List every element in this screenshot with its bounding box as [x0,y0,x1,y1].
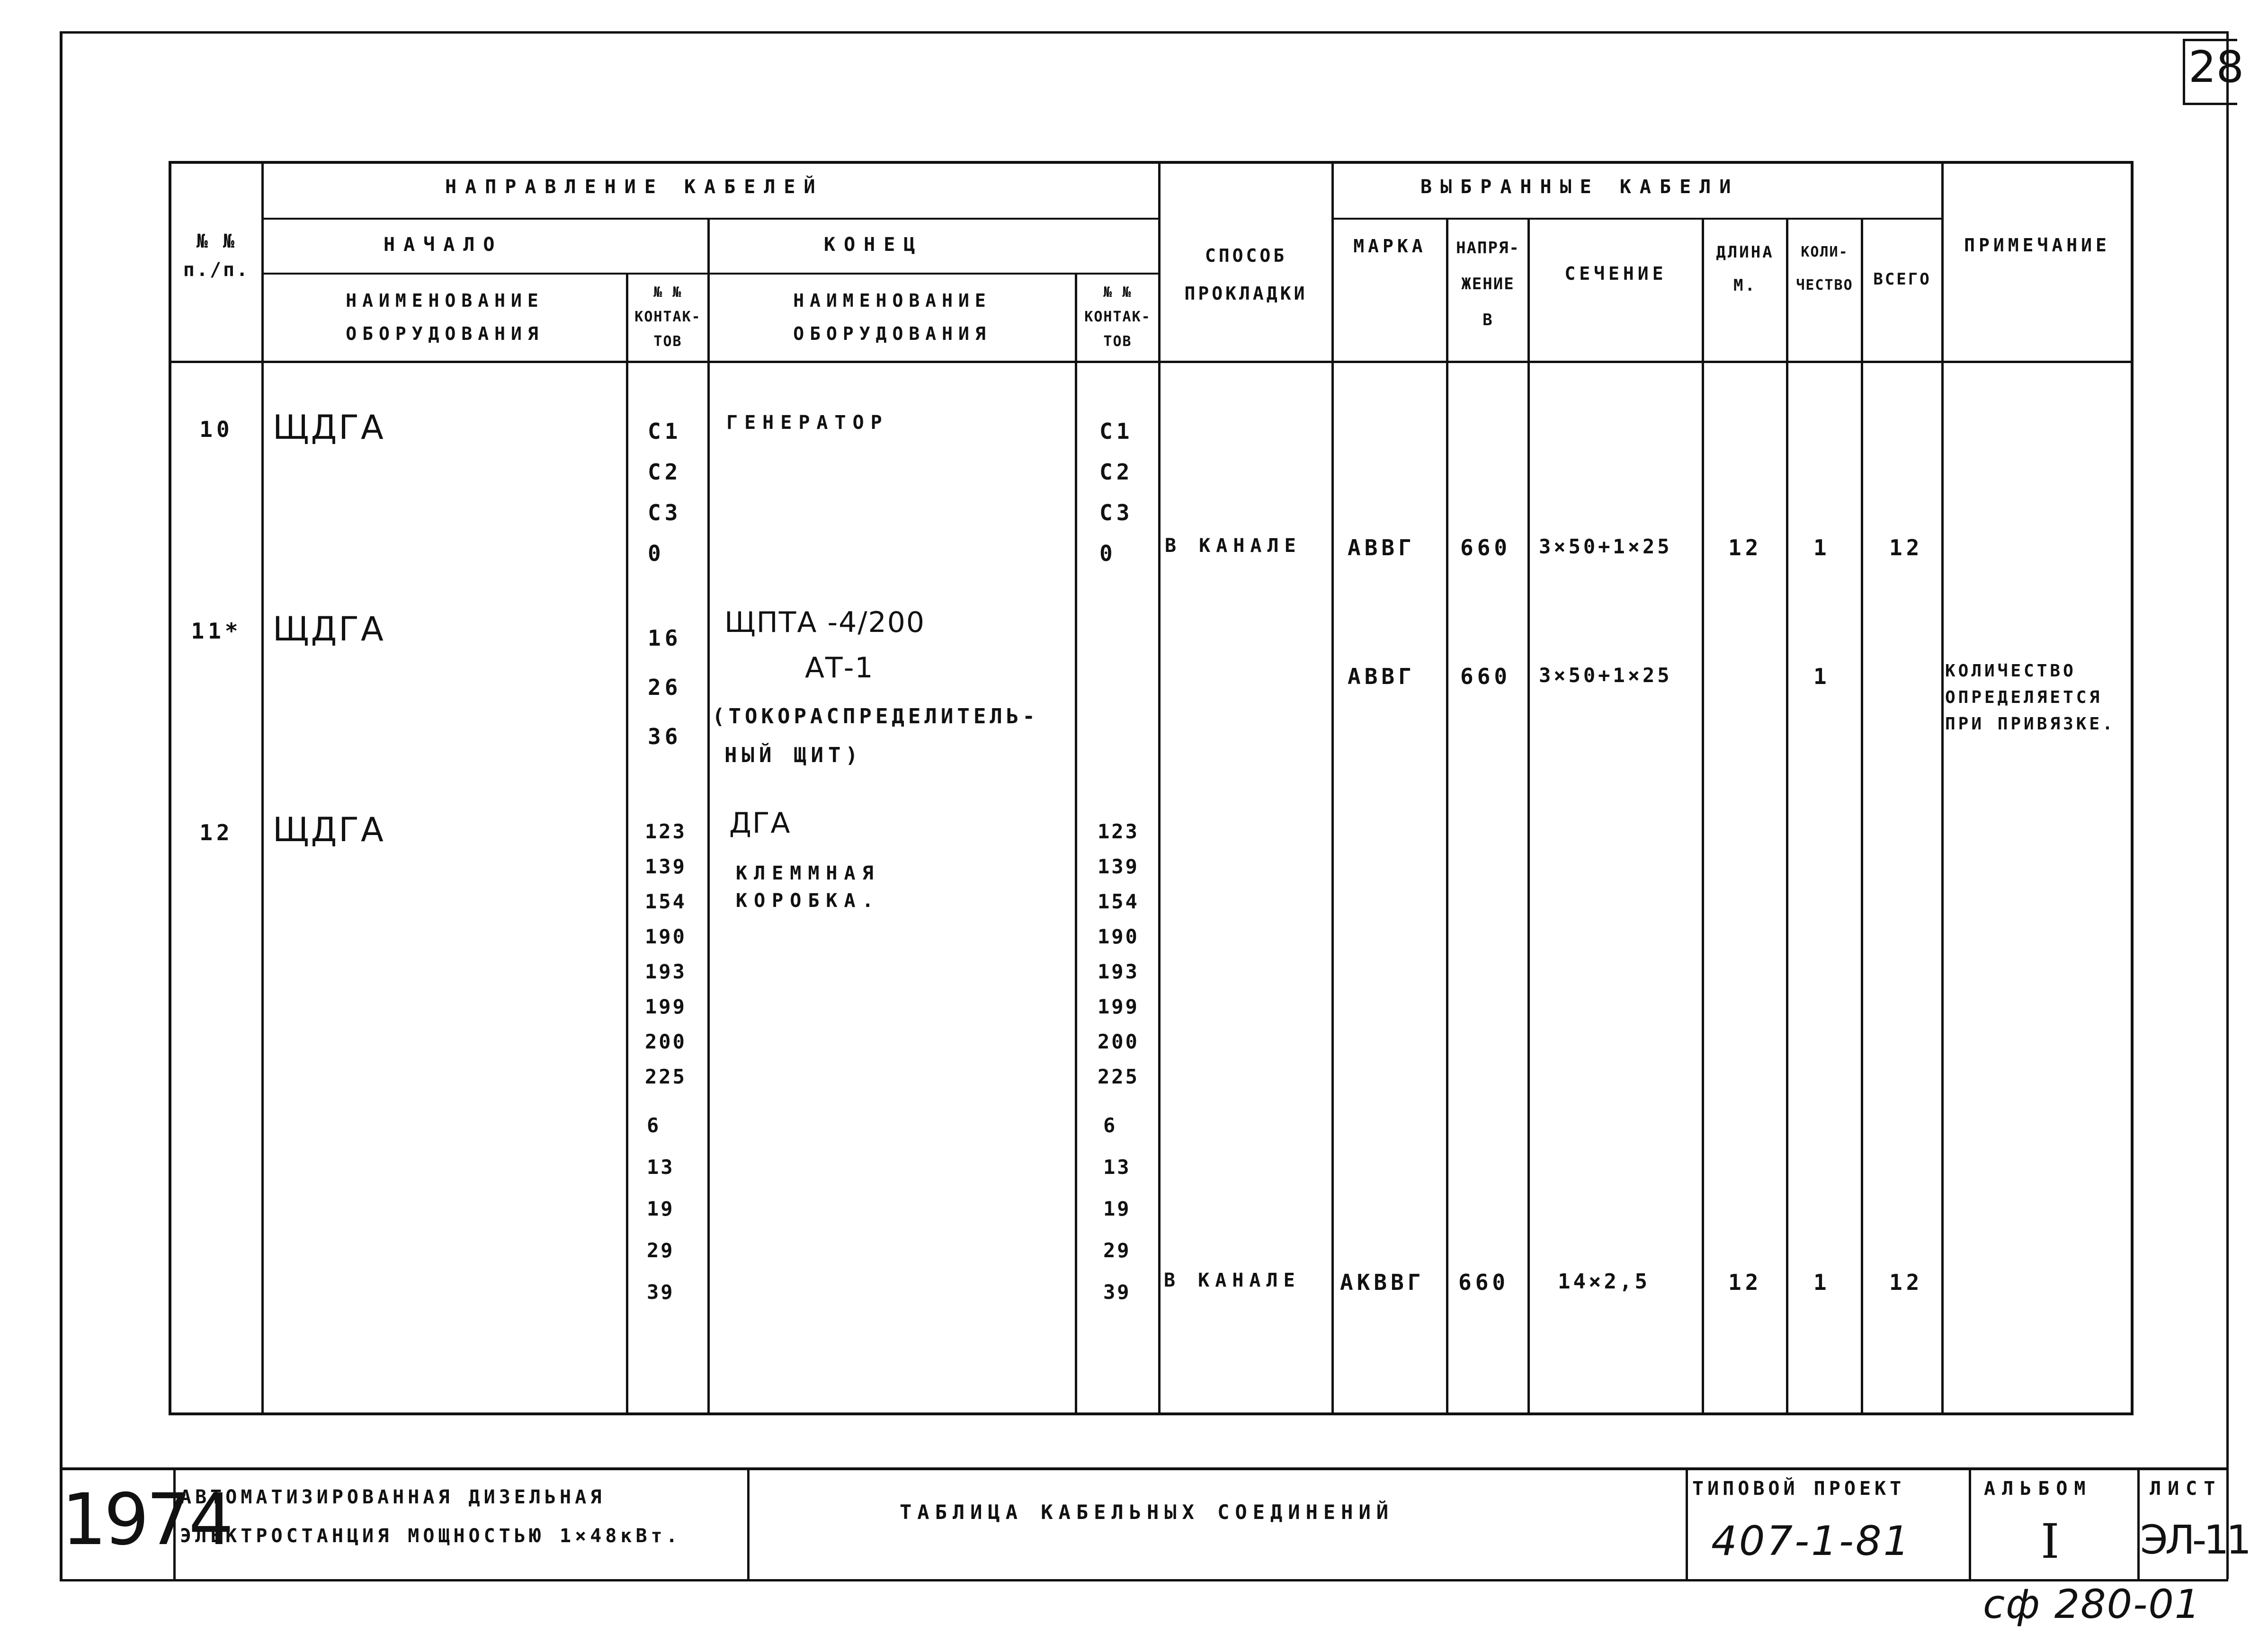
row11-end-equipment-3: (ТОКОРАСПРЕДЕЛИТЕЛЬ- [712,704,1039,728]
titleblock-album-value: I [2041,1514,2064,1569]
row12-length: 12 [1728,1270,1762,1295]
archive-code: сф 280-01 [1983,1581,2201,1627]
row12-section: 14×2,5 [1558,1270,1650,1294]
header-equipment-end: НАИМЕНОВАНИЕ ОБОРУДОВАНИЯ [793,290,991,344]
titleblock-album-label: АЛЬБОМ [1984,1478,2092,1500]
header-note: ПРИМЕЧАНИЕ [1964,235,2110,256]
header-line-cables [1331,218,1943,220]
col-line-8 [1527,219,1530,1415]
row11-brand: АВВГ [1348,664,1415,689]
row12-end-equipment-2: КЛЕММНАЯ КОРОБКА. [736,862,880,912]
frame-right [2226,31,2229,1579]
row11-count: 1 [1813,664,1830,689]
titleblock-project-number: 407-1-81 [1711,1518,1911,1565]
col-line-6 [1331,161,1334,1415]
col-line-3 [707,219,710,1415]
header-selected-cables: ВЫБРАННЫЕ КАБЕЛИ [1420,176,1740,198]
row11-voltage: 660 [1460,664,1511,689]
row12-start-contacts-b: 6 13 19 29 39 [647,1114,675,1304]
row11-num: 11* [191,618,242,644]
row12-end-contacts-a: 123 139 154 190 193 199 200 225 [1098,820,1139,1088]
row11-start-contacts: 16 26 36 [648,625,682,749]
titleblock-top [60,1467,2228,1470]
row12-count: 1 [1813,1270,1830,1295]
titleblock-year: 1974 [62,1479,231,1561]
row10-length: 12 [1728,535,1762,560]
row12-voltage: 660 [1458,1270,1509,1295]
row12-end-equipment-1: ДГА [729,807,791,840]
table-bottom [169,1412,2134,1415]
header-voltage: НАПРЯ- ЖЕНИЕ В [1456,239,1520,329]
row12-start-equipment: ЩДГА [273,810,385,849]
row10-end-contacts: С1 С2 С3 0 [1099,418,1134,566]
row10-start-contacts: С1 С2 С3 0 [648,418,682,566]
titleblock-sheet-label: ЛИСТ [2150,1478,2222,1500]
col-line-10 [1786,219,1788,1415]
row11-start-equipment: ЩДГА [273,610,385,648]
row12-start-contacts-a: 123 139 154 190 193 199 200 225 [645,820,687,1088]
header-num-col: № № п./п. [183,231,250,281]
row10-brand: АВВГ [1348,535,1415,560]
tb-div-5 [2137,1467,2140,1581]
header-contacts-start: № № КОНТАК- ТОВ [634,284,701,350]
row10-count: 1 [1813,535,1830,560]
row10-end-equipment: ГЕНЕРАТОР [726,412,889,434]
header-line-direction [261,218,1160,220]
header-line-subcols [261,273,1160,275]
row11-end-equipment-2: АТ-1 [805,651,874,684]
header-contacts-end: № № КОНТАК- ТОВ [1084,284,1151,350]
header-equipment-start: НАИМЕНОВАНИЕ ОБОРУДОВАНИЯ [346,290,544,344]
titleblock-project-label: ТИПОВОЙ ПРОЕКТ [1692,1478,1905,1500]
tb-div-3 [1686,1467,1688,1581]
row11-note: КОЛИЧЕСТВО ОПРЕДЕЛЯЕТСЯ ПРИ ПРИВЯЗКЕ. [1945,661,2116,734]
row10-total: 12 [1889,535,1923,560]
col-line-5 [1158,161,1161,1415]
header-end: КОНЕЦ [824,234,924,256]
header-brand: МАРКА [1353,236,1427,257]
header-laying: СПОСОБ ПРОКЛАДКИ [1184,245,1308,304]
col-line-11 [1861,219,1863,1415]
row12-laying: В КАНАЛЕ [1164,1270,1301,1291]
table-top [169,161,2134,164]
titleblock-document-title: ТАБЛИЦА КАБЕЛЬНЫХ СОЕДИНЕНИЙ [900,1501,1394,1524]
col-line-2 [626,274,628,1415]
tb-div-4 [1969,1467,1971,1581]
row10-num: 10 [199,417,233,442]
col-line-4 [1075,274,1077,1415]
row12-end-contacts-b: 6 13 19 29 39 [1103,1114,1131,1304]
row10-laying: В КАНАЛЕ [1165,535,1302,557]
row10-section: 3×50+1×25 [1539,535,1672,558]
header-bottom [169,361,2134,363]
col-line-9 [1702,219,1704,1415]
row10-voltage: 660 [1460,535,1511,560]
header-length: ДЛИНА М. [1716,243,1774,295]
frame-top [60,31,2228,34]
corner-sheet-number: 28 [2188,42,2244,92]
table-left [169,161,171,1415]
row12-total: 12 [1889,1270,1923,1295]
header-total: ВСЕГО [1873,270,1931,289]
header-direction: НАПРАВЛЕНИЕ КАБЕЛЕЙ [445,176,824,198]
row12-brand: АКВВГ [1340,1270,1425,1295]
row10-start-equipment: ЩДГА [273,408,385,447]
header-section: СЕЧЕНИЕ [1564,263,1667,284]
col-line-7 [1446,219,1448,1415]
row11-end-equipment-4: НЫЙ ЩИТ) [724,743,863,767]
col-line-12 [1941,161,1944,1415]
tb-div-2 [747,1467,750,1581]
row11-section: 3×50+1×25 [1539,664,1672,687]
row11-end-equipment-1: ЩПТА -4/200 [724,606,926,639]
table-right [2131,161,2134,1415]
titleblock-sheet-value: ЭЛ-11 [2140,1517,2249,1563]
header-start: НАЧАЛО [384,234,503,256]
header-count: КОЛИ- ЧЕСТВО [1796,244,1853,293]
frame-left [60,33,63,1581]
row12-num: 12 [199,820,233,845]
titleblock-bottom [60,1579,2228,1581]
titleblock-object-name: АВТОМАТИЗИРОВАННАЯ ДИЗЕЛЬНАЯ ЭЛЕКТРОСТАНЦИЯ МОЩНОСТЬЮ 1×48кВт. [180,1486,681,1547]
